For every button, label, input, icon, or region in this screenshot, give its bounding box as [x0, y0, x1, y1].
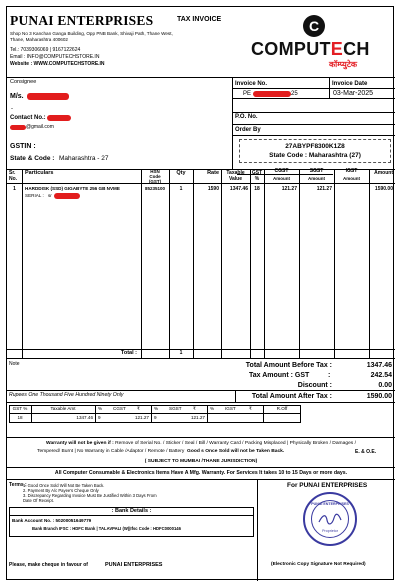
gst-h-roff: R.Off — [276, 406, 288, 411]
tax-label: Tax Amount : GST — [249, 372, 310, 379]
terms-item-1: 1. Good Once Sold Will Not Be Taken Back. — [23, 483, 105, 488]
bank-branch: Bank Branch IFSC : HDFC Bank | TALAVPALI (W)|Ifsc Code : HDFC0000146 — [32, 526, 181, 531]
th-particulars: Particulars — [25, 170, 54, 176]
terms-item-2: 2. Payment By A/c Payee's Cheque Only — [23, 488, 99, 493]
cheque-name: PUNAI ENTERPRISES — [105, 562, 163, 568]
consignee-ms-label: M/s. — [10, 93, 24, 100]
contact-label: Contact No.: — [10, 115, 46, 121]
th-sgst-amount: Amount — [308, 176, 325, 181]
consignee-email: @gmail.com — [26, 124, 54, 130]
th-amount: Amount — [374, 170, 393, 176]
row-serial-label: SERIAL : — [25, 193, 44, 198]
warranty-line-1 — [7, 442, 395, 447]
warranty-text-2: Tempered/ Burnt | No Warranty in Cable /Adaptor / Remote / Battery — [37, 449, 185, 454]
company-website: Website : WWW.COMPUTECHSTORE.IN — [10, 61, 105, 67]
gstin-label: GSTIN : — [10, 143, 36, 150]
gst-r-sgst-pct: 9 — [154, 415, 157, 420]
gst-h-cgst-cur: ₹ — [137, 406, 140, 411]
company-name: PUNAI ENTERPRISES — [10, 13, 154, 28]
consignee-dash: - — [11, 106, 13, 112]
th-hsn-gst: (GST) — [148, 179, 162, 184]
row-amount: 1590.00 — [374, 186, 393, 192]
bank-account: Bank Account No. : 50200051649779 — [12, 518, 92, 523]
warranty-line-2 — [37, 450, 284, 455]
computech-logo — [247, 13, 393, 75]
th-igst: IGST — [345, 168, 358, 174]
th-gst-percent: % — [254, 176, 260, 182]
row-gst: 18 — [254, 186, 260, 192]
eoe: E. & O.E. — [355, 449, 377, 455]
consignee-label: Consignee — [10, 79, 37, 85]
stamp-text: PUNAI ENTERPRISES — [311, 502, 349, 506]
row-sgst: 121.27 — [316, 186, 332, 192]
th-cgst: CGST — [274, 168, 289, 174]
row-qty: 1 — [179, 186, 183, 192]
logo-text-a: COMPUT — [251, 39, 331, 59]
th-rate: Rate — [207, 170, 219, 176]
invoice-no-label: Invoice No. — [235, 81, 268, 87]
row-hsn: 85235100 — [144, 186, 166, 191]
row-sr: 1 — [13, 186, 16, 192]
email-user-redacted — [10, 125, 26, 130]
invoice-date: 03-Mar-2025 — [333, 90, 374, 97]
logo-text-b: CH — [343, 39, 370, 59]
logo-circle-icon: C — [303, 15, 325, 37]
invoice-no-redacted — [253, 91, 291, 97]
warranty-lead: Warranty will not be given if : — [46, 441, 114, 446]
cheque-label: Please, make cheque in favour of — [9, 562, 88, 568]
th-gst: GST — [251, 170, 263, 176]
row-taxable: 1347.46 — [229, 186, 248, 192]
invoice-no-prefix: PE — [243, 91, 252, 97]
note-label: Note — [9, 361, 20, 367]
th-taxable: Taxable — [226, 170, 245, 176]
logo-text — [251, 40, 370, 58]
terms-item-3: 3. Discrepancy Regarding Invoice Must Be Justified Within 3 Days From — [23, 493, 157, 498]
gst-r-rate: 18 — [17, 415, 23, 420]
gst-h-igst: IGST — [225, 406, 236, 411]
th-igst-amount: Amount — [343, 176, 360, 181]
gst-h-rate: GST % — [12, 406, 28, 411]
amount-in-words: Rupees One Thousand Five Hundred Ninety Only — [9, 392, 124, 398]
consignee-name-redacted — [27, 93, 69, 100]
gst-h-sgst-cur: ₹ — [193, 406, 196, 411]
total-label: Total : — [120, 350, 137, 356]
signature-scribble — [317, 512, 343, 526]
th-hsn: HSN — [150, 169, 160, 174]
row-cgst: 121.27 — [281, 186, 297, 192]
company-state-code: State Code : Maharashtra (27) — [269, 152, 361, 159]
discount-value: 0.00 — [378, 382, 392, 389]
terms-item-4: Date Of Receipt. — [23, 498, 54, 503]
company-gstin: 27ABYPF8300K1Z8 — [285, 143, 345, 150]
serial-number-redacted — [54, 193, 80, 199]
warranty-text-2b: Good s Once Sold will not be Taken Back. — [187, 449, 285, 454]
invoice-date-label: Invoice Date — [332, 81, 368, 87]
order-by-label: Order By — [235, 127, 261, 133]
th-sgst: SGST — [309, 168, 324, 174]
gst-h-sgst-pct: % — [154, 406, 159, 411]
gst-r-cgst: 121.27 — [134, 415, 149, 420]
th-taxable-value: Value — [228, 176, 243, 182]
bank-title: : Bank Details : — [111, 508, 152, 514]
gst-r-taxable: 1347.46 — [76, 415, 93, 420]
state-label: State & Code : — [10, 155, 55, 162]
for-company: For PUNAI ENTERPRISES — [287, 482, 368, 489]
after-tax-value: 1590.00 — [366, 393, 392, 400]
tax-colon: : — [328, 372, 331, 379]
before-tax-label: Total Amount Before Tax : — [245, 362, 332, 369]
terms-label: Terms : — [9, 482, 27, 488]
th-hsn-code: Code — [149, 174, 161, 179]
logo-hindi: कॉम्प्युटेक — [329, 60, 357, 69]
doc-type: TAX INVOICE — [177, 16, 222, 23]
company-tel: Tel.: 7039306069 | 9167122624 — [10, 47, 81, 53]
company-gstin-box — [239, 139, 391, 163]
gst-r-sgst: 121.27 — [190, 415, 205, 420]
gst-h-cgst: CGST — [113, 406, 126, 411]
jurisdiction: ( SUBJECT TO MUMBAI /THANE JURISDICTION) — [144, 459, 258, 464]
invoice-no-suffix: 25 — [291, 91, 298, 97]
company-address-2: Thane, Maharashtra 400602 — [10, 37, 68, 42]
company-stamp — [303, 492, 357, 546]
gst-h-igst-cur: ₹ — [249, 406, 252, 411]
po-label: P.O. No. — [235, 114, 258, 120]
stamp-sub: Proprietor — [322, 529, 338, 533]
th-sr-no: No. — [9, 176, 18, 182]
gst-h-igst-pct: % — [210, 406, 215, 411]
tax-value: 242.54 — [370, 372, 392, 379]
gst-h-sgst: SGST — [169, 406, 182, 411]
row-particular: HARDDISK (SSD) GIGABYTE 256 GB NVME — [25, 186, 120, 191]
invoice-page — [6, 6, 394, 580]
gst-r-cgst-pct: 9 — [98, 415, 101, 420]
warranty-text-1: Remove of Serial No. / Sticker / Seal / Bill / Warranty Card / Packing Misplaced | Physically Broken / Damages / — [113, 441, 356, 446]
gst-h-cgst-pct: % — [98, 406, 103, 411]
contact-number-redacted — [47, 115, 71, 121]
row-rate: 1590 — [207, 186, 219, 192]
before-tax-value: 1347.46 — [366, 362, 392, 369]
consumable-warranty: All Computer Consumable & Electronics Items Have A Mfg. Warranty. For Services It takes 10 to 15 Days or more days. — [54, 470, 348, 476]
total-qty: 1 — [179, 350, 183, 356]
th-sr: Sr. — [9, 170, 16, 176]
th-qty: Qty — [176, 170, 186, 176]
logo-text-e: E — [330, 39, 344, 59]
discount-label: Discount : — [297, 382, 332, 389]
row-serial-prefix: sr — [48, 193, 52, 198]
gst-h-taxable: Taxable Amt — [50, 406, 76, 411]
th-cgst-amount: Amount — [273, 176, 290, 181]
state-value: Maharashtra - 27 — [59, 155, 109, 162]
electronic-signature-note: (Electronic Copy Signature Not Required) — [271, 562, 366, 567]
company-address-1: Shop No 3 Kanchan Ganga Building, Opp PNB Bank, Shivaji Path, Thane West, — [10, 31, 173, 36]
company-email: Email : INFO@COMPUTECHSTORE.IN — [10, 54, 100, 60]
after-tax-label: Total Amount After Tax : — [251, 393, 332, 400]
